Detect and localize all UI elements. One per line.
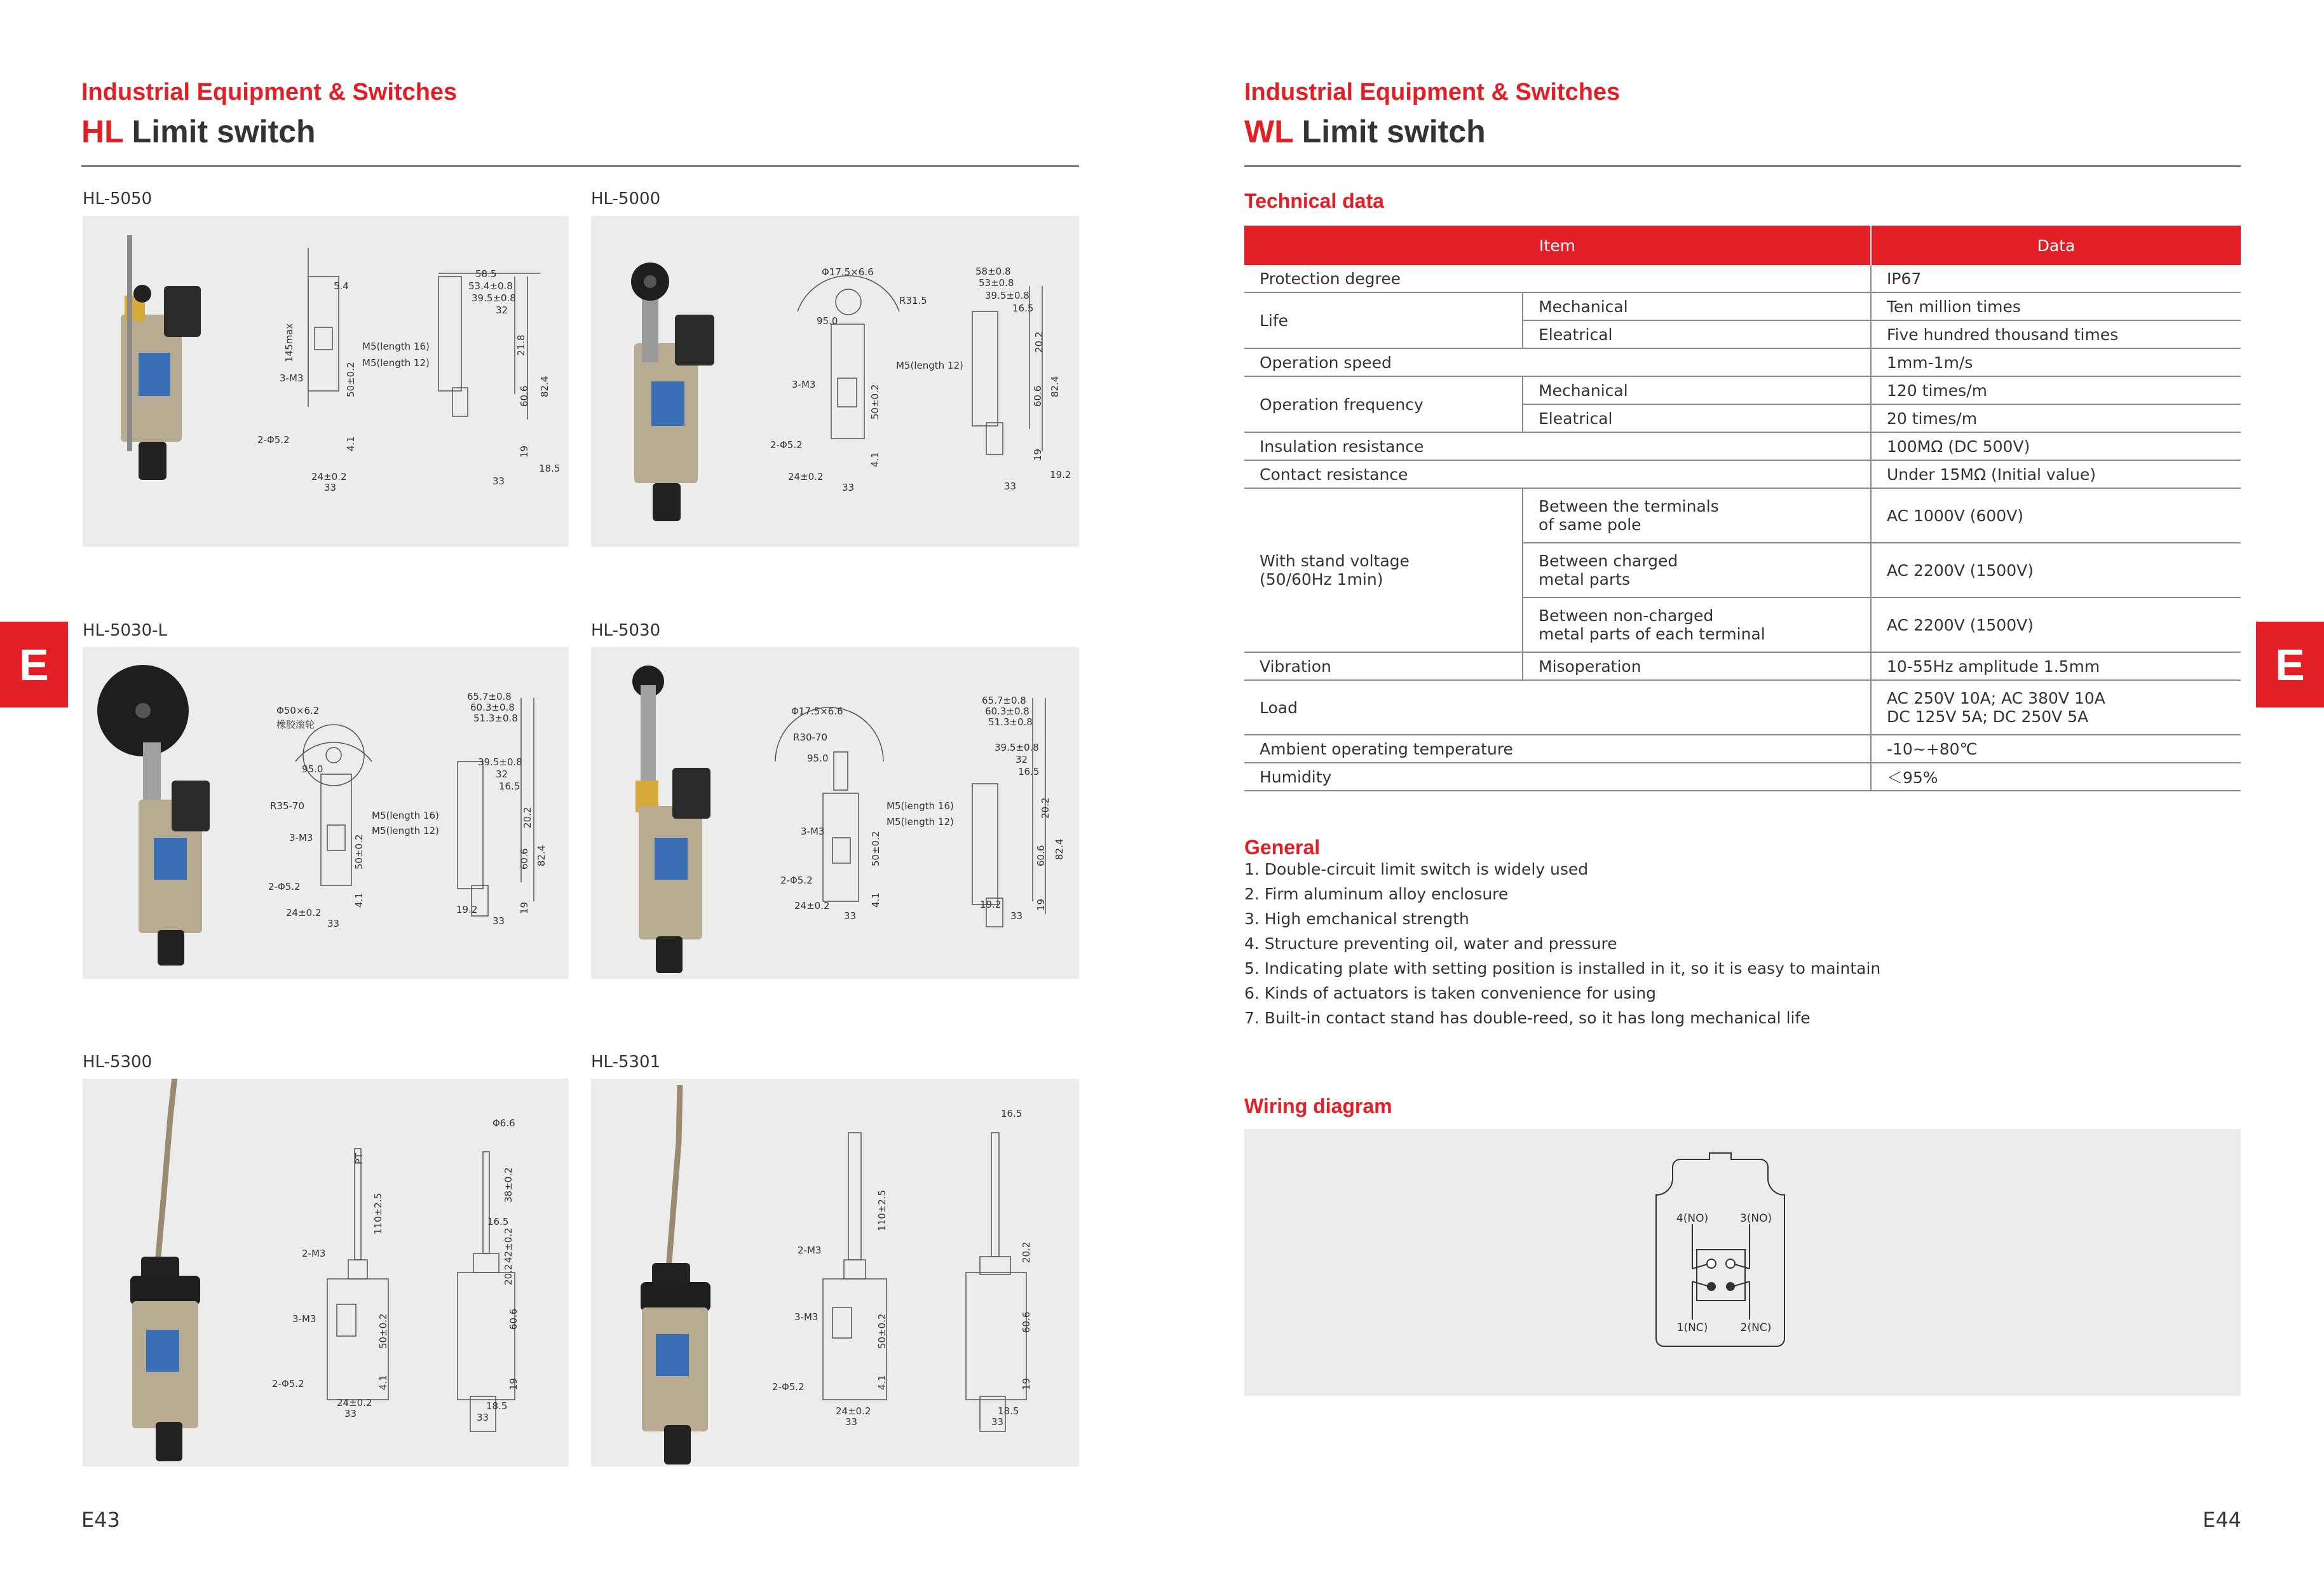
row-item: Life xyxy=(1244,292,1523,348)
row-sub xyxy=(1523,488,1871,543)
dim-label: 2-Φ5.2 xyxy=(268,881,301,892)
caption-hl-5030-l: HL-5030-L xyxy=(83,621,167,640)
row-sub xyxy=(1523,543,1871,597)
dim-label: 4.1 xyxy=(869,452,881,467)
general-heading: General xyxy=(1244,836,1321,859)
technical-data-heading: Technical data xyxy=(1244,189,1384,212)
dim-label: Φ17.5×6.6 xyxy=(822,266,874,278)
row-sub-line: metal parts xyxy=(1539,570,1631,589)
row-item xyxy=(1244,488,1523,652)
dim-label: 145max xyxy=(283,323,295,362)
dim-label: 33 xyxy=(344,1408,357,1419)
dim-label: 24±0.2 xyxy=(337,1397,372,1409)
table-row xyxy=(1244,763,2241,791)
dim-label: 4.1 xyxy=(345,436,357,451)
right-title-rest: Limit switch xyxy=(1301,114,1486,149)
row-data: -10~+80℃ xyxy=(1871,735,2241,763)
dim-label: M5(length 16) xyxy=(887,800,954,812)
left-page-number: E43 xyxy=(81,1508,120,1532)
product-panel-hl-5301 xyxy=(591,1079,1079,1466)
right-title-code: WL xyxy=(1244,114,1293,149)
left-category: Industrial Equipment & Switches xyxy=(81,79,458,106)
row-item: Operation speed xyxy=(1244,348,1871,376)
dim-label: 60.6 xyxy=(519,385,530,407)
table-row xyxy=(1244,376,2241,404)
dim-label: Φ17.5×6.6 xyxy=(791,706,843,717)
dim-label: Φ6.6 xyxy=(493,1117,515,1129)
switch-photo xyxy=(121,235,201,480)
row-sub-line: metal parts of each terminal xyxy=(1539,625,1765,643)
dim-label: 5.4 xyxy=(334,280,349,292)
row-item: Humidity xyxy=(1244,763,1871,791)
caption-hl-5300: HL-5300 xyxy=(83,1053,153,1072)
dim-label: 2-M3 xyxy=(798,1245,822,1256)
list-item: 4. Structure preventing oil, water and pressure xyxy=(1244,934,1617,953)
wiring-diagram-heading: Wiring diagram xyxy=(1244,1095,1392,1117)
dim-label: 33 xyxy=(327,918,340,929)
row-sub-line: of same pole xyxy=(1539,515,1641,534)
dim-label: 3-M3 xyxy=(794,1311,819,1323)
dim-label: 16.5 xyxy=(1018,766,1040,777)
dim-label: 53.4±0.8 xyxy=(468,280,513,292)
row-sub-line: Between the terminals xyxy=(1539,497,1719,515)
dim-label: 3-M3 xyxy=(292,1313,316,1325)
dim-label: 60.3±0.8 xyxy=(470,702,515,713)
dim-label: 3-M3 xyxy=(289,832,313,843)
list-item: 1. Double-circuit limit switch is widely used xyxy=(1244,860,1589,878)
dim-label: 2-Φ5.2 xyxy=(780,875,813,886)
dim-label: 19 xyxy=(519,901,530,914)
dim-label: 39.5±0.8 xyxy=(995,742,1039,753)
dim-label: 33 xyxy=(991,1416,1004,1428)
dim-label: 33 xyxy=(324,482,337,493)
wiring-no-contact-right xyxy=(1726,1259,1735,1268)
dim-label: 51.3±0.8 xyxy=(988,716,1033,728)
row-data: 10-55Hz amplitude 1.5mm xyxy=(1871,652,2241,680)
row-data: Under 15MΩ (Initial value) xyxy=(1871,460,2241,488)
row-sub: Misoperation xyxy=(1523,652,1871,680)
dim-label: 18.5 xyxy=(539,463,561,474)
row-data: 120 times/m xyxy=(1871,376,2241,404)
dim-label: 82.4 xyxy=(1054,838,1065,860)
row-sub: Eleatrical xyxy=(1523,404,1871,432)
dim-label: 50±0.2 xyxy=(345,362,357,397)
hl-5300-drawing xyxy=(83,1079,569,1466)
dim-label: 2-Φ5.2 xyxy=(272,1378,304,1389)
caption-hl-5030: HL-5030 xyxy=(591,621,661,640)
row-sub-line: Between non-charged xyxy=(1539,606,1714,625)
dim-label: 24±0.2 xyxy=(286,907,322,918)
dim-label: 19.2 xyxy=(980,899,1002,910)
dim-label: 24±0.2 xyxy=(836,1405,871,1417)
dim-label: 19 xyxy=(519,445,530,458)
row-data xyxy=(1871,680,2241,735)
switch-photo xyxy=(97,665,210,966)
dim-label: 20.2 xyxy=(1040,797,1051,819)
dim-label: 24±0.2 xyxy=(788,471,824,482)
list-item: 2. Firm aluminum alloy enclosure xyxy=(1244,885,1509,903)
dim-label: 51.3±0.8 xyxy=(473,713,518,724)
dim-label: 19 xyxy=(1035,898,1047,911)
table-row xyxy=(1244,460,2241,488)
dim-label: 65.7±0.8 xyxy=(982,695,1026,706)
wiring-contact-block xyxy=(1697,1250,1745,1301)
row-item: Vibration xyxy=(1244,652,1523,680)
dim-label: 32 xyxy=(496,768,508,780)
table-row xyxy=(1244,488,2241,543)
header-data: Data xyxy=(1871,226,2241,265)
header-item: Item xyxy=(1244,226,1871,265)
dim-label: 橡胶滚轮 xyxy=(276,719,315,730)
dim-label: 19.2 xyxy=(456,904,478,915)
wiring-label-1-nc: 1(NC) xyxy=(1676,1321,1708,1334)
list-item: 7. Built-in contact stand has double-reed, so it has long mechanical life xyxy=(1244,1009,1811,1027)
dim-label: 82.4 xyxy=(1049,376,1061,397)
dim-label: 60.6 xyxy=(1032,385,1043,407)
dim-label: 16.5 xyxy=(487,1216,509,1227)
dim-label: 39.5±0.8 xyxy=(472,292,516,304)
dim-label: 82.4 xyxy=(536,845,547,866)
wiring-nc-contact-left xyxy=(1707,1282,1716,1291)
row-data-line: DC 125V 5A; DC 250V 5A xyxy=(1887,707,2089,726)
row-sub: Mechanical xyxy=(1523,292,1871,320)
dim-label: 19 xyxy=(1021,1377,1032,1390)
dim-label: 50±0.2 xyxy=(377,1313,389,1349)
dim-label: 33 xyxy=(493,915,505,927)
table-row xyxy=(1244,432,2241,460)
list-item: 5. Indicating plate with setting position is installed in it, so it is easy to maintain xyxy=(1244,959,1881,978)
dim-label: 39.5±0.8 xyxy=(478,756,522,768)
dim-label: R31.5 xyxy=(899,295,927,306)
switch-photo xyxy=(632,666,710,973)
dim-label: M5(length 12) xyxy=(887,816,954,828)
dim-label: 20.2 xyxy=(1033,331,1045,353)
left-title xyxy=(81,113,316,150)
wiring-no-contact-left xyxy=(1707,1259,1716,1268)
dim-label: Φ50×6.2 xyxy=(276,705,320,716)
hl-5030-drawing xyxy=(591,647,1079,979)
table-row xyxy=(1244,652,2241,680)
row-data: AC 1000V (600V) xyxy=(1871,488,2241,543)
dim-label: 20.2 xyxy=(1021,1241,1032,1263)
dim-label: 2-Φ5.2 xyxy=(257,434,290,446)
row-data: AC 2200V (1500V) xyxy=(1871,543,2241,597)
row-item: Ambient operating temperature xyxy=(1244,735,1871,763)
dim-label: 21.8 xyxy=(515,334,527,356)
dim-label: 110±2.5 xyxy=(876,1189,888,1231)
hl-5030-l-drawing xyxy=(83,647,569,979)
right-header-rule xyxy=(1244,165,2241,167)
dim-label: 60.6 xyxy=(519,848,530,870)
dim-label: 3-M3 xyxy=(280,372,304,384)
dim-label: 16.5 xyxy=(499,781,520,792)
wiring-diagram-panel xyxy=(1244,1129,2241,1396)
dim-label: 60.6 xyxy=(1021,1311,1032,1333)
dim-label: 50±0.2 xyxy=(876,1313,888,1349)
dim-label: 33 xyxy=(842,482,855,493)
general-list xyxy=(1244,860,1880,1034)
dim-label: 33 xyxy=(844,910,857,922)
row-item: Operation frequency xyxy=(1244,376,1523,432)
row-sub: Eleatrical xyxy=(1523,320,1871,348)
list-item: 6. Kinds of actuators is taken convenience for using xyxy=(1244,984,1657,1002)
dim-label: 4.1 xyxy=(377,1375,389,1390)
dim-label: 3-M3 xyxy=(792,379,816,390)
caption-hl-5050: HL-5050 xyxy=(83,189,153,208)
right-title xyxy=(1244,113,1486,150)
dim-label: 20.2 xyxy=(522,807,533,828)
table-row xyxy=(1244,680,2241,735)
dim-label: 33 xyxy=(845,1416,858,1428)
dim-label: 20.2 xyxy=(503,1264,514,1285)
dim-label: 50±0.2 xyxy=(869,384,881,420)
dim-label: 33 xyxy=(1004,481,1017,492)
row-item: Contact resistance xyxy=(1244,460,1871,488)
table-row xyxy=(1244,265,2241,292)
dim-label: R30-70 xyxy=(793,732,828,743)
dim-label: 33 xyxy=(477,1412,489,1423)
row-data: AC 2200V (1500V) xyxy=(1871,597,2241,652)
dim-label: 39.5±0.8 xyxy=(985,290,1029,301)
row-item-line: (50/60Hz 1min) xyxy=(1260,570,1383,589)
right-side-tab: E xyxy=(2256,622,2324,707)
dim-label: 19 xyxy=(1032,448,1043,461)
dim-label: 18.5 xyxy=(486,1400,508,1412)
dim-label: 110±2.5 xyxy=(372,1192,384,1234)
dim-label: 32 xyxy=(496,304,508,316)
dim-label: 18.5 xyxy=(998,1405,1019,1417)
switch-photo xyxy=(130,1079,200,1461)
right-page-number: E44 xyxy=(2203,1508,2241,1532)
dim-label: 60.3±0.8 xyxy=(985,706,1029,717)
row-data: Ten million times xyxy=(1871,292,2241,320)
dim-label: 95.0 xyxy=(302,763,323,775)
row-data: 1mm-1m/s xyxy=(1871,348,2241,376)
dim-label: 33 xyxy=(493,475,505,487)
technical-data-table xyxy=(1244,226,2241,791)
row-data: Five hundred thousand times xyxy=(1871,320,2241,348)
dim-label: 2-Φ5.2 xyxy=(772,1381,805,1393)
list-item: 3. High emchanical strength xyxy=(1244,910,1469,928)
hl-5301-drawing xyxy=(591,1079,1079,1466)
table-row xyxy=(1244,348,2241,376)
dim-label: M5(length 16) xyxy=(362,341,430,352)
dim-label: 2-Φ5.2 xyxy=(770,439,803,451)
dim-label: 60.6 xyxy=(1035,845,1047,866)
switch-photo xyxy=(641,1085,710,1464)
dim-label: 3-M3 xyxy=(801,826,825,837)
row-data: 100MΩ (DC 500V) xyxy=(1871,432,2241,460)
dim-label: 95.0 xyxy=(807,753,829,764)
dim-label: 53±0.8 xyxy=(979,277,1014,289)
product-panel-hl-5030-l xyxy=(83,647,569,979)
dim-label: 19.2 xyxy=(1050,469,1071,481)
table-header-row xyxy=(1244,226,2241,265)
row-data-line: AC 250V 10A; AC 380V 10A xyxy=(1887,689,2105,707)
row-item: Insulation resistance xyxy=(1244,432,1871,460)
dim-label: M5(length 16) xyxy=(372,810,439,821)
dim-label: 60.6 xyxy=(508,1308,519,1330)
row-data: ＜95% xyxy=(1871,763,2241,791)
right-category: Industrial Equipment & Switches xyxy=(1244,79,1621,106)
wiring-nc-contact-right xyxy=(1726,1282,1735,1291)
dim-label: 50±0.2 xyxy=(870,831,881,866)
caption-hl-5000: HL-5000 xyxy=(591,189,661,208)
dim-label: 50±0.2 xyxy=(353,834,365,870)
row-item-line: With stand voltage xyxy=(1260,552,1410,570)
dim-label: 95.0 xyxy=(817,315,838,327)
dim-label: 42±0.2 xyxy=(503,1227,514,1263)
row-data: 20 times/m xyxy=(1871,404,2241,432)
wiring-label-2-nc: 2(NC) xyxy=(1740,1321,1772,1334)
row-item: Load xyxy=(1244,680,1871,735)
dim-label: 2-M3 xyxy=(302,1248,326,1259)
wiring-diagram xyxy=(1244,1129,2241,1396)
hl-5050-drawing xyxy=(83,216,569,547)
product-panel-hl-5300 xyxy=(83,1079,569,1466)
dim-label: 58±0.8 xyxy=(975,266,1011,277)
hl-5000-drawing xyxy=(591,216,1079,547)
table-row xyxy=(1244,292,2241,320)
row-item: Protection degree xyxy=(1244,265,1871,292)
product-panel-hl-5000 xyxy=(591,216,1079,547)
left-side-tab: E xyxy=(0,622,68,707)
dim-label: M5(length 12) xyxy=(362,357,430,369)
dim-label: M5(length 12) xyxy=(372,825,439,836)
switch-photo xyxy=(631,263,714,521)
caption-hl-5301: HL-5301 xyxy=(591,1053,661,1072)
dim-label: R35-70 xyxy=(270,800,305,812)
dim-label: 38±0.2 xyxy=(503,1167,514,1203)
left-header-rule xyxy=(81,165,1079,167)
dim-label: 4.1 xyxy=(870,892,881,908)
left-title-rest: Limit switch xyxy=(132,114,316,149)
wiring-label-4-no: 4(NO) xyxy=(1676,1212,1709,1225)
row-sub: Mechanical xyxy=(1523,376,1871,404)
wiring-label-3-no: 3(NO) xyxy=(1739,1212,1772,1225)
dim-label: 33 xyxy=(1010,910,1023,922)
dim-label: 32 xyxy=(1016,754,1028,765)
product-panel-hl-5030 xyxy=(591,647,1079,979)
dim-label: 16.5 xyxy=(1012,303,1034,314)
row-data: IP67 xyxy=(1871,265,2241,292)
dim-label: 19 xyxy=(508,1377,519,1390)
dim-label: 58.5 xyxy=(475,268,497,280)
row-sub xyxy=(1523,597,1871,652)
dim-label: 4.1 xyxy=(353,892,365,908)
dim-label: 65.7±0.8 xyxy=(467,691,512,702)
dim-label: 24±0.2 xyxy=(311,471,347,482)
dim-label: 82.4 xyxy=(539,376,550,397)
dim-label: 4.1 xyxy=(876,1375,888,1390)
left-title-code: HL xyxy=(81,114,123,149)
dim-label: M5(length 12) xyxy=(896,360,963,371)
dim-label: 24±0.2 xyxy=(794,900,830,911)
dim-label: 16.5 xyxy=(1001,1108,1023,1119)
row-sub-line: Between charged xyxy=(1539,552,1678,570)
dim-label: PT xyxy=(353,1152,365,1164)
product-panel-hl-5050 xyxy=(83,216,569,547)
table-row xyxy=(1244,735,2241,763)
